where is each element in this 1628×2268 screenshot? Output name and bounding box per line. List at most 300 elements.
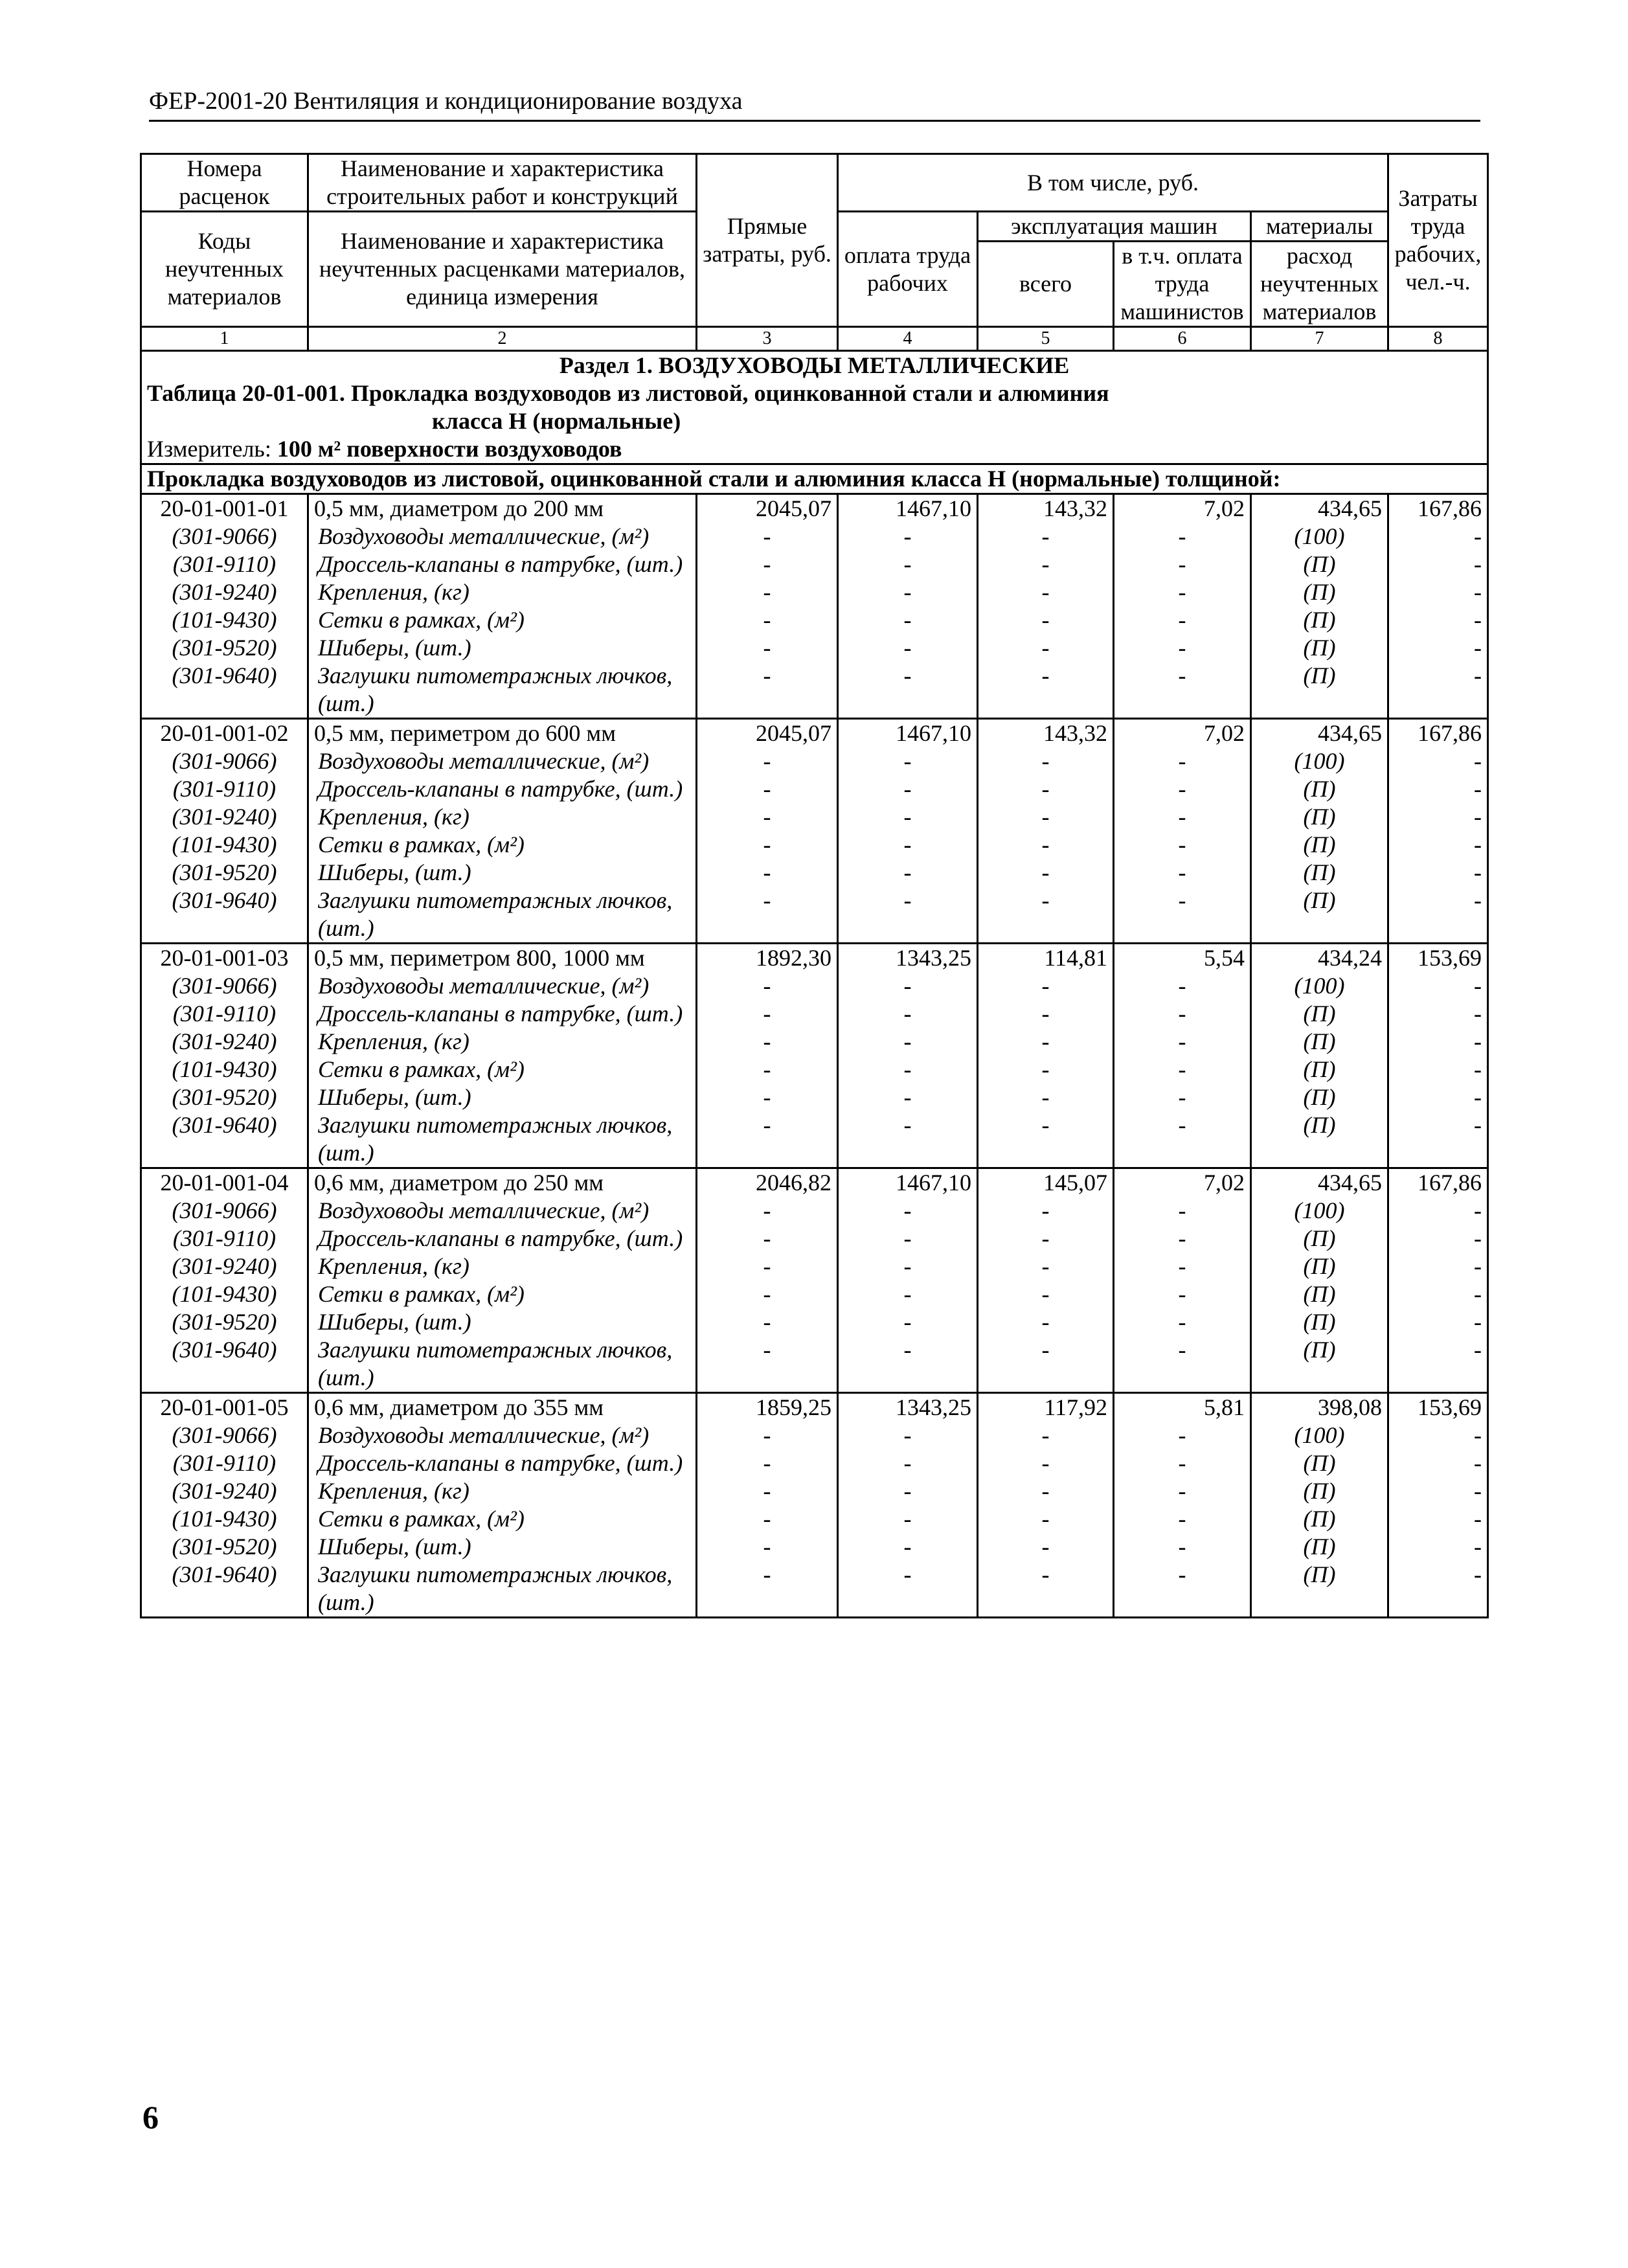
dash-cell: - [978,1477,1114,1505]
material-cost: 434,65 [1251,1168,1388,1197]
dash-cell: - [697,775,838,803]
running-head: ФЕР-2001-20 Вентиляция и кондиционирование воздуха [149,83,1480,122]
resource-code: (301-9520) [141,1083,308,1111]
dash-cell: - [697,1561,838,1618]
dash-cell: - [1388,831,1488,859]
resource-code: (301-9640) [141,887,308,944]
resource-consumption: (П) [1251,1056,1388,1083]
dash-cell: - [838,972,978,1000]
resource-name: Дроссель-клапаны в патрубке, (шт.) [308,550,697,578]
dash-cell: - [1388,887,1488,944]
dash-cell: - [838,1561,978,1618]
resource-consumption: (100) [1251,747,1388,775]
dash-cell: - [1388,550,1488,578]
dash-cell: - [1388,1505,1488,1533]
dash-cell: - [978,634,1114,662]
direct-cost: 2045,07 [697,494,838,523]
column-number: 8 [1388,327,1488,351]
table-title-line1: Таблица 20-01-001. Прокладка воздуховодов из листовой, оцинкованной стали и алюминия [147,380,1109,406]
labor-cost: 1467,10 [838,494,978,523]
resource-consumption: (П) [1251,887,1388,944]
resource-consumption: (100) [1251,1422,1388,1449]
dash-cell: - [1114,1225,1251,1253]
dash-cell: - [838,1308,978,1336]
resource-consumption: (П) [1251,1561,1388,1618]
resource-name: Дроссель-клапаны в патрубке, (шт.) [308,1449,697,1477]
dash-cell: - [838,634,978,662]
dash-cell: - [978,1280,1114,1308]
dash-cell: - [697,831,838,859]
dash-cell: - [1388,1477,1488,1505]
price-table [140,153,1489,1618]
section-title: Раздел 1. ВОЗДУХОВОДЫ МЕТАЛЛИЧЕСКИЕ [141,351,1488,380]
resource-code: (301-9240) [141,578,308,606]
dash-cell: - [1114,662,1251,719]
resource-name: Шиберы, (шт.) [308,634,697,662]
resource-code: (301-9640) [141,1561,308,1618]
work-group-title: Прокладка воздуховодов из листовой, оцинкованной стали и алюминия класса Н (нормальные) толщиной: [141,464,1488,494]
dash-cell: - [1388,747,1488,775]
dash-cell: - [978,1000,1114,1028]
dash-cell: - [697,1225,838,1253]
resource-row [141,972,1488,1000]
dash-cell: - [978,747,1114,775]
resource-code: (301-9066) [141,972,308,1000]
col1-top-header: Номера расценок [141,154,308,212]
dash-cell: - [697,1505,838,1533]
dash-cell: - [1388,1533,1488,1561]
resource-name: Крепления, (кг) [308,1028,697,1056]
dash-cell: - [838,1336,978,1393]
machinist-labor-cost: 5,81 [1114,1393,1251,1422]
dash-cell: - [1114,1561,1251,1618]
dash-cell: - [1388,1449,1488,1477]
dash-cell: - [838,747,978,775]
labor-hours: 153,69 [1388,1393,1488,1422]
price-row [141,719,1488,748]
resource-row [141,1197,1488,1225]
measure-prefix: Измеритель: [147,436,277,462]
resource-row [141,1056,1488,1083]
dash-cell: - [838,1533,978,1561]
resource-row [141,887,1488,944]
dash-cell: - [978,1253,1114,1280]
resource-consumption: (100) [1251,972,1388,1000]
dash-cell: - [1388,662,1488,719]
resource-consumption: (П) [1251,1083,1388,1111]
dash-cell: - [1114,1028,1251,1056]
price-row [141,1168,1488,1197]
measure-line [141,435,1488,464]
dash-cell: - [697,1308,838,1336]
dash-cell: - [1114,1056,1251,1083]
dash-cell: - [697,1422,838,1449]
material-cost: 434,24 [1251,944,1388,973]
dash-cell: - [838,523,978,550]
dash-cell: - [838,1028,978,1056]
resource-row [141,1505,1488,1533]
dash-cell: - [697,634,838,662]
dash-cell: - [838,1000,978,1028]
dash-cell: - [838,1056,978,1083]
col2-top-header: Наименование и характеристика строительных работ и конструкций [308,154,697,212]
dash-cell: - [697,1000,838,1028]
column-number: 4 [838,327,978,351]
resource-code: (301-9240) [141,1253,308,1280]
resource-row [141,1280,1488,1308]
resource-name: Воздуховоды металлические, (м²) [308,1422,697,1449]
resource-row [141,1533,1488,1561]
resource-name: Дроссель-клапаны в патрубке, (шт.) [308,1000,697,1028]
dash-cell: - [697,1336,838,1393]
rate-name: 0,5 мм, периметром 800, 1000 мм [308,944,697,973]
resource-name: Воздуховоды металлические, (м²) [308,747,697,775]
dash-cell: - [978,606,1114,634]
dash-cell: - [838,1280,978,1308]
dash-cell: - [1114,1111,1251,1168]
resource-name: Заглушки питометражных лючков, (шт.) [308,1561,697,1618]
column-numbers-row [141,327,1488,351]
resource-consumption: (П) [1251,803,1388,831]
col5-header: всего [978,242,1114,327]
dash-cell: - [838,1197,978,1225]
dash-cell: - [1388,1336,1488,1393]
dash-cell: - [697,606,838,634]
dash-cell: - [697,747,838,775]
dash-cell: - [697,1083,838,1111]
dash-cell: - [978,887,1114,944]
dash-cell: - [978,1056,1114,1083]
dash-cell: - [1388,1280,1488,1308]
dash-cell: - [1388,1000,1488,1028]
rate-code: 20-01-001-02 [141,719,308,748]
resource-code: (301-9110) [141,1225,308,1253]
resource-code: (301-9520) [141,1533,308,1561]
resource-row [141,1422,1488,1449]
resource-row [141,550,1488,578]
resource-consumption: (П) [1251,1336,1388,1393]
column-number: 5 [978,327,1114,351]
resource-row [141,1083,1488,1111]
resource-name: Крепления, (кг) [308,1253,697,1280]
dash-cell: - [1114,578,1251,606]
resource-name: Крепления, (кг) [308,578,697,606]
dash-cell: - [838,831,978,859]
dash-cell: - [1388,1422,1488,1449]
resource-code: (101-9430) [141,1505,308,1533]
incl-header: В том числе, руб. [838,154,1388,212]
dash-cell: - [1388,1111,1488,1168]
resource-name: Сетки в рамках, (м²) [308,1280,697,1308]
dash-cell: - [1388,859,1488,887]
dash-cell: - [697,1197,838,1225]
resource-name: Заглушки питометражных лючков, (шт.) [308,887,697,944]
col1-bottom-header: Коды неучтенных материалов [141,212,308,327]
resource-name: Дроссель-клапаны в патрубке, (шт.) [308,1225,697,1253]
resource-consumption: (П) [1251,1111,1388,1168]
resource-name: Дроссель-клапаны в патрубке, (шт.) [308,775,697,803]
dash-cell: - [1114,775,1251,803]
resource-row [141,1308,1488,1336]
dash-cell: - [1388,634,1488,662]
dash-cell: - [838,803,978,831]
resource-row [141,523,1488,550]
resource-consumption: (П) [1251,831,1388,859]
resource-consumption: (П) [1251,859,1388,887]
dash-cell: - [838,662,978,719]
dash-cell: - [1388,1083,1488,1111]
resource-code: (301-9520) [141,634,308,662]
dash-cell: - [1388,578,1488,606]
resource-consumption: (П) [1251,550,1388,578]
dash-cell: - [1114,1197,1251,1225]
col4-header: оплата труда рабочих [838,212,978,327]
resource-code: (301-9110) [141,1000,308,1028]
resource-consumption: (П) [1251,1028,1388,1056]
resource-code: (301-9640) [141,1336,308,1393]
resource-row [141,1028,1488,1056]
dash-cell: - [1114,523,1251,550]
dash-cell: - [1388,803,1488,831]
column-number: 6 [1114,327,1251,351]
dash-cell: - [838,1449,978,1477]
rate-name: 0,5 мм, диаметром до 200 мм [308,494,697,523]
resource-row [141,859,1488,887]
dash-cell: - [838,1422,978,1449]
dash-cell: - [1114,803,1251,831]
machine-cost: 143,32 [978,719,1114,748]
resource-row [141,1253,1488,1280]
work-group-row [141,464,1488,494]
machines-header: эксплуатация машин [978,212,1251,242]
resource-code: (301-9066) [141,747,308,775]
rate-name: 0,6 мм, диаметром до 250 мм [308,1168,697,1197]
dash-cell: - [1388,1197,1488,1225]
table-title-line2: класса Н (нормальные) [432,408,681,434]
resource-consumption: (П) [1251,578,1388,606]
dash-cell: - [978,1308,1114,1336]
dash-cell: - [1114,887,1251,944]
resource-code: (101-9430) [141,606,308,634]
column-number: 3 [697,327,838,351]
dash-cell: - [1114,1477,1251,1505]
resource-name: Шиберы, (шт.) [308,1083,697,1111]
machine-cost: 143,32 [978,494,1114,523]
dash-cell: - [697,1111,838,1168]
dash-cell: - [838,1477,978,1505]
machinist-labor-cost: 7,02 [1114,494,1251,523]
dash-cell: - [697,523,838,550]
resource-name: Крепления, (кг) [308,1477,697,1505]
resource-name: Заглушки питометражных лючков, (шт.) [308,1336,697,1393]
resource-code: (301-9066) [141,1422,308,1449]
col3-header: Прямые затраты, руб. [697,154,838,327]
header-row-1 [141,154,1488,212]
resource-name: Заглушки питометражных лючков, (шт.) [308,662,697,719]
resource-row [141,775,1488,803]
labor-hours: 167,86 [1388,719,1488,748]
measure-row [141,435,1488,464]
resource-code: (301-9240) [141,1477,308,1505]
dash-cell: - [838,606,978,634]
resource-name: Сетки в рамках, (м²) [308,606,697,634]
direct-cost: 2045,07 [697,719,838,748]
machine-cost: 114,81 [978,944,1114,973]
resource-row [141,606,1488,634]
dash-cell: - [978,1561,1114,1618]
dash-cell: - [978,1225,1114,1253]
dash-cell: - [1114,747,1251,775]
dash-cell: - [1388,606,1488,634]
resource-consumption: (П) [1251,662,1388,719]
resource-row [141,1449,1488,1477]
col7-header: расход неучтенных материалов [1251,242,1388,327]
dash-cell: - [1388,523,1488,550]
dash-cell: - [1388,1028,1488,1056]
dash-cell: - [978,550,1114,578]
resource-code: (301-9110) [141,550,308,578]
resource-name: Заглушки питометражных лючков, (шт.) [308,1111,697,1168]
machine-cost: 117,92 [978,1393,1114,1422]
rate-name: 0,5 мм, периметром до 600 мм [308,719,697,748]
dash-cell: - [697,887,838,944]
rate-code: 20-01-001-05 [141,1393,308,1422]
resource-name: Сетки в рамках, (м²) [308,1056,697,1083]
dash-cell: - [838,887,978,944]
resource-row [141,1336,1488,1393]
labor-cost: 1467,10 [838,719,978,748]
dash-cell: - [697,578,838,606]
resource-code: (301-9240) [141,803,308,831]
resource-consumption: (П) [1251,606,1388,634]
resource-code: (101-9430) [141,1280,308,1308]
resource-name: Шиберы, (шт.) [308,1308,697,1336]
resource-row [141,634,1488,662]
table-title [141,380,1488,435]
dash-cell: - [1114,1253,1251,1280]
dash-cell: - [838,550,978,578]
section-title-row [141,351,1488,380]
resource-name: Воздуховоды металлические, (м²) [308,1197,697,1225]
resource-code: (301-9066) [141,523,308,550]
measure-value: 100 м² поверхности воздуховодов [277,436,622,462]
resource-row [141,747,1488,775]
resource-row [141,1477,1488,1505]
price-row [141,944,1488,973]
machinist-labor-cost: 5,54 [1114,944,1251,973]
resource-name: Воздуховоды металлические, (м²) [308,523,697,550]
dash-cell: - [697,1477,838,1505]
dash-cell: - [978,1422,1114,1449]
column-number: 7 [1251,327,1388,351]
resource-consumption: (П) [1251,1477,1388,1505]
dash-cell: - [978,775,1114,803]
resource-consumption: (П) [1251,1308,1388,1336]
dash-cell: - [1388,972,1488,1000]
resource-consumption: (П) [1251,1225,1388,1253]
machine-cost: 145,07 [978,1168,1114,1197]
rate-code: 20-01-001-04 [141,1168,308,1197]
dash-cell: - [697,662,838,719]
labor-cost: 1467,10 [838,1168,978,1197]
resource-code: (101-9430) [141,1056,308,1083]
dash-cell: - [838,1083,978,1111]
dash-cell: - [838,775,978,803]
resource-code: (301-9110) [141,775,308,803]
machinist-labor-cost: 7,02 [1114,1168,1251,1197]
resource-consumption: (100) [1251,1197,1388,1225]
dash-cell: - [978,803,1114,831]
page-number: 6 [142,2099,159,2135]
dash-cell: - [978,859,1114,887]
dash-cell: - [697,803,838,831]
machinist-labor-cost: 7,02 [1114,719,1251,748]
price-row [141,494,1488,523]
resource-row [141,1561,1488,1618]
dash-cell: - [978,1083,1114,1111]
resource-code: (101-9430) [141,831,308,859]
dash-cell: - [978,662,1114,719]
dash-cell: - [697,859,838,887]
dash-cell: - [1114,1505,1251,1533]
dash-cell: - [838,578,978,606]
dash-cell: - [1114,550,1251,578]
dash-cell: - [838,859,978,887]
dash-cell: - [1388,775,1488,803]
material-cost: 434,65 [1251,719,1388,748]
dash-cell: - [697,1028,838,1056]
dash-cell: - [1114,1280,1251,1308]
resource-row [141,831,1488,859]
dash-cell: - [697,1253,838,1280]
resource-consumption: (П) [1251,634,1388,662]
dash-cell: - [697,1056,838,1083]
resource-code: (301-9110) [141,1449,308,1477]
dash-cell: - [697,1280,838,1308]
resource-row [141,1225,1488,1253]
material-cost: 434,65 [1251,494,1388,523]
dash-cell: - [1114,831,1251,859]
resource-code: (301-9520) [141,1308,308,1336]
dash-cell: - [978,1505,1114,1533]
resource-name: Шиберы, (шт.) [308,1533,697,1561]
labor-hours: 167,86 [1388,494,1488,523]
dash-cell: - [1388,1225,1488,1253]
resource-row [141,1111,1488,1168]
dash-cell: - [978,1449,1114,1477]
dash-cell: - [697,1533,838,1561]
dash-cell: - [838,1111,978,1168]
resource-consumption: (П) [1251,1533,1388,1561]
rate-name: 0,6 мм, диаметром до 355 мм [308,1393,697,1422]
dash-cell: - [1114,1000,1251,1028]
resource-code: (301-9520) [141,859,308,887]
dash-cell: - [1114,1083,1251,1111]
resource-code: (301-9240) [141,1028,308,1056]
dash-cell: - [697,1449,838,1477]
table-title-row [141,380,1488,435]
rate-code: 20-01-001-01 [141,494,308,523]
rate-code: 20-01-001-03 [141,944,308,973]
resource-row [141,662,1488,719]
resource-name: Крепления, (кг) [308,803,697,831]
resource-code: (301-9640) [141,1111,308,1168]
resource-consumption: (П) [1251,1253,1388,1280]
direct-cost: 2046,82 [697,1168,838,1197]
dash-cell: - [978,1197,1114,1225]
resource-name: Сетки в рамках, (м²) [308,831,697,859]
dash-cell: - [978,831,1114,859]
